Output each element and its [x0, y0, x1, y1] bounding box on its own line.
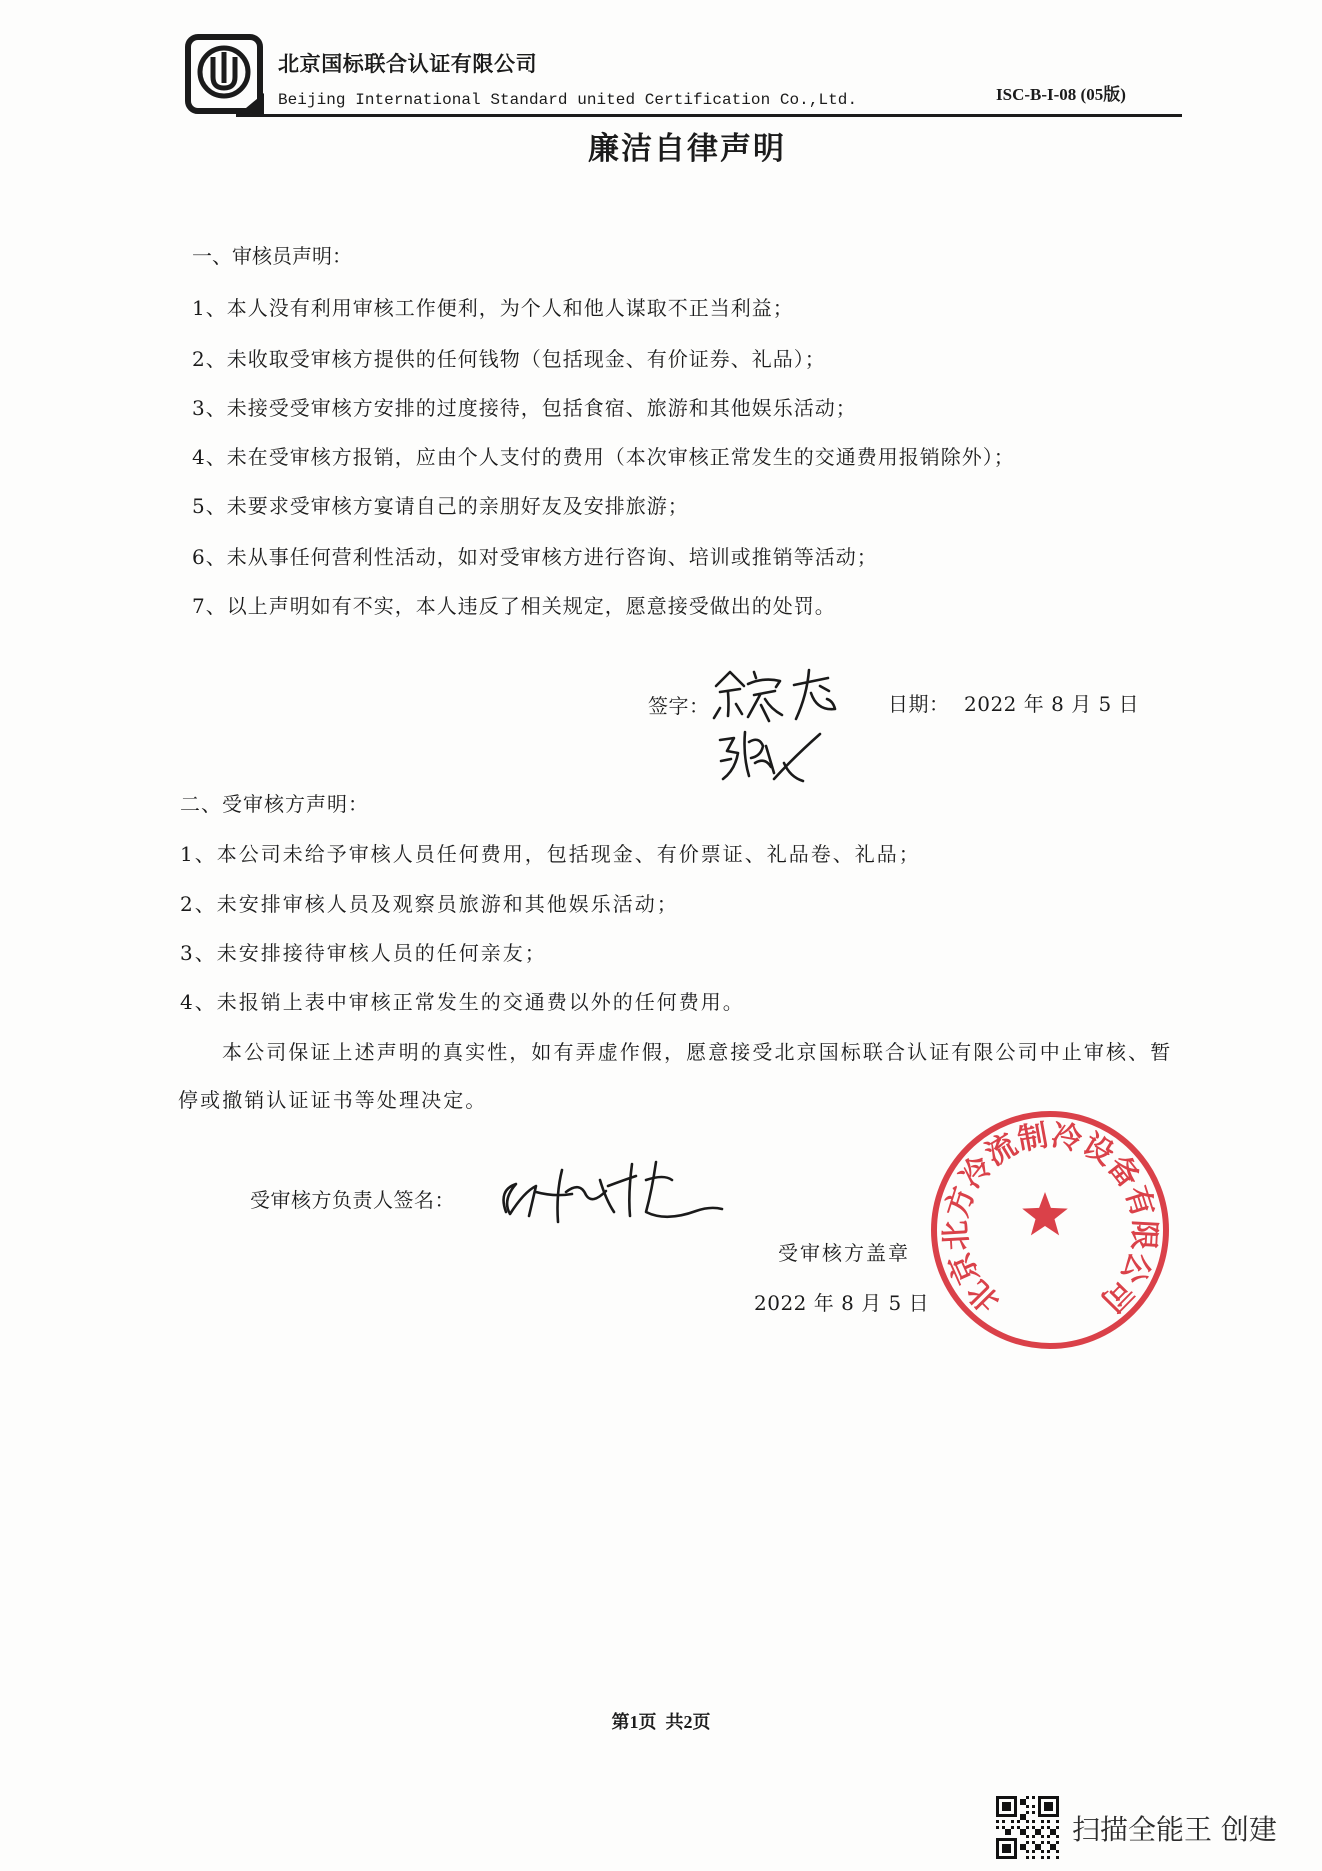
qr-module: [1035, 1847, 1038, 1850]
qr-module: [1044, 1796, 1047, 1799]
qr-module: [1056, 1835, 1059, 1838]
document-code: ISC-B-I-08 (05版): [996, 85, 1126, 104]
qr-module: [1053, 1844, 1056, 1847]
qr-module: [1047, 1835, 1050, 1838]
qr-module: [1026, 1805, 1029, 1808]
qr-module: [1002, 1802, 1005, 1805]
company-name-cn: 北京国标联合认证有限公司: [278, 52, 538, 76]
qr-module: [1011, 1796, 1014, 1799]
document-title: 廉洁自律声明: [588, 131, 786, 167]
company-seal: [925, 1105, 1175, 1355]
qr-module: [1050, 1805, 1053, 1808]
qr-module: [1020, 1847, 1023, 1850]
qr-module: [996, 1853, 999, 1856]
qr-module: [1047, 1856, 1050, 1859]
qr-module: [996, 1844, 999, 1847]
qr-module: [1056, 1826, 1059, 1829]
qr-module: [996, 1796, 999, 1799]
qr-module: [1053, 1796, 1056, 1799]
qr-module: [1005, 1829, 1008, 1832]
scanner-watermark: 扫描全能王 创建: [1072, 1813, 1277, 1846]
auditor-item: 7、以上声明如有不实，本人违反了相关规定，愿意接受做出的处罚。: [192, 594, 836, 618]
qr-module: [1005, 1796, 1008, 1799]
qr-module: [1047, 1802, 1050, 1805]
qr-module: [1044, 1808, 1047, 1811]
qr-module: [1041, 1826, 1044, 1829]
qr-module: [1008, 1847, 1011, 1850]
guarantee-paragraph-line: 停或撤销认证证书等处理决定。: [178, 1088, 488, 1112]
qr-module: [1056, 1799, 1059, 1802]
qr-module: [1041, 1841, 1044, 1844]
qr-module: [1032, 1835, 1035, 1838]
qr-module: [1047, 1820, 1050, 1823]
qr-module: [1002, 1838, 1005, 1841]
qr-module: [1014, 1844, 1017, 1847]
header-divider: [236, 114, 1182, 117]
signature-stroke: [745, 732, 775, 776]
qr-module: [1056, 1820, 1059, 1823]
qr-module: [1050, 1814, 1053, 1817]
signature-stroke: [720, 738, 738, 779]
qr-module: [999, 1796, 1002, 1799]
qr-module: [1050, 1832, 1053, 1835]
qr-module: [1056, 1811, 1059, 1814]
qr-module: [1038, 1796, 1041, 1799]
auditee-item: 4、未报销上表中审核正常发生的交通费以外的任何费用。: [180, 990, 745, 1014]
auditor-item: 1、本人没有利用审核工作便利，为个人和他人谋取不正当利益；: [192, 296, 794, 320]
qr-module: [1023, 1844, 1026, 1847]
qr-module: [1038, 1811, 1041, 1814]
qr-module: [996, 1814, 999, 1817]
qr-module: [1005, 1808, 1008, 1811]
qr-module: [1005, 1832, 1008, 1835]
qr-module: [1032, 1856, 1035, 1859]
qr-module: [1014, 1796, 1017, 1799]
qr-module: [996, 1847, 999, 1850]
qr-module: [996, 1856, 999, 1859]
qr-module: [1014, 1850, 1017, 1853]
qr-module: [1005, 1850, 1008, 1853]
qr-module: [1056, 1856, 1059, 1859]
auditor-signature-second: [714, 726, 830, 790]
qr-module: [1056, 1796, 1059, 1799]
qr-module: [1020, 1844, 1023, 1847]
qr-module: [1044, 1802, 1047, 1805]
qr-module: [1005, 1802, 1008, 1805]
qr-module: [1032, 1811, 1035, 1814]
qr-module: [1002, 1844, 1005, 1847]
qr-module: [1008, 1829, 1011, 1832]
qr-module: [1038, 1802, 1041, 1805]
qr-module: [1023, 1847, 1026, 1850]
auditor-item: 6、未从事任何营利性活动，如对受审核方进行咨询、培训或推销等活动；: [192, 545, 878, 569]
qr-module: [1002, 1808, 1005, 1811]
guarantee-paragraph-line: 本公司保证上述声明的真实性，如有弄虚作假，愿意接受北京国标联合认证有限公司中止审核、暂: [222, 1040, 1173, 1064]
qr-module: [1047, 1805, 1050, 1808]
qr-module: [1044, 1814, 1047, 1817]
qr-module: [996, 1841, 999, 1844]
qr-module: [1005, 1805, 1008, 1808]
qr-module: [1005, 1856, 1008, 1859]
qr-module: [1011, 1814, 1014, 1817]
qr-module: [1032, 1796, 1035, 1799]
signature-stroke: [646, 1162, 722, 1217]
qr-module: [996, 1808, 999, 1811]
qr-module: [1008, 1796, 1011, 1799]
qr-module: [1008, 1856, 1011, 1859]
qr-module: [996, 1826, 999, 1829]
qr-code-icon: [996, 1796, 1059, 1859]
auditor-signature: [708, 664, 840, 728]
qr-module: [1011, 1826, 1014, 1829]
qr-module: [1050, 1844, 1053, 1847]
qr-module: [1056, 1808, 1059, 1811]
qr-module: [1002, 1847, 1005, 1850]
qr-module: [1014, 1838, 1017, 1841]
qr-module: [1047, 1796, 1050, 1799]
qr-module: [1026, 1820, 1029, 1823]
seal-text-path: 北京北方冷流制冷设备有限公司: [938, 1118, 1162, 1319]
qr-module: [1041, 1814, 1044, 1817]
qr-module: [1002, 1805, 1005, 1808]
qr-module: [996, 1805, 999, 1808]
qr-module: [1002, 1820, 1005, 1823]
qr-module: [996, 1838, 999, 1841]
qr-module: [1020, 1799, 1023, 1802]
qr-module: [1008, 1808, 1011, 1811]
qr-module: [1026, 1811, 1029, 1814]
qr-module: [1035, 1832, 1038, 1835]
qr-module: [1023, 1817, 1026, 1820]
qr-module: [1035, 1829, 1038, 1832]
auditor-date-label: 日期：: [888, 692, 950, 716]
qr-module: [1047, 1850, 1050, 1853]
qr-module: [1020, 1832, 1023, 1835]
qr-module: [1011, 1838, 1014, 1841]
signature-stroke: [536, 1170, 606, 1222]
qr-module: [1026, 1856, 1029, 1859]
qr-module: [1002, 1856, 1005, 1859]
qr-module: [1026, 1826, 1029, 1829]
qr-module: [1047, 1814, 1050, 1817]
qr-module: [1005, 1814, 1008, 1817]
qr-module: [1053, 1829, 1056, 1832]
qr-module: [1038, 1844, 1041, 1847]
qr-module: [996, 1811, 999, 1814]
qr-module: [1038, 1805, 1041, 1808]
qr-module: [1020, 1814, 1023, 1817]
qr-module: [1005, 1847, 1008, 1850]
qr-module: [1002, 1814, 1005, 1817]
qr-module: [1026, 1835, 1029, 1838]
qr-module: [1005, 1838, 1008, 1841]
qr-module: [1020, 1829, 1023, 1832]
qr-module: [1041, 1850, 1044, 1853]
qr-module: [1008, 1838, 1011, 1841]
qr-module: [1011, 1820, 1014, 1823]
qr-module: [1014, 1805, 1017, 1808]
qr-module: [1020, 1817, 1023, 1820]
qr-module: [1023, 1814, 1026, 1817]
qr-module: [1038, 1832, 1041, 1835]
auditee-signature: [494, 1150, 726, 1234]
qr-module: [1047, 1826, 1050, 1829]
auditee-section-heading: 二、受审核方声明：: [180, 792, 369, 816]
qr-module: [1026, 1850, 1029, 1853]
qr-module: [1020, 1802, 1023, 1805]
qr-module: [1038, 1829, 1041, 1832]
qr-module: [1038, 1799, 1041, 1802]
qr-module: [1008, 1802, 1011, 1805]
qr-module: [1014, 1856, 1017, 1859]
qr-module: [1002, 1826, 1005, 1829]
auditee-item: 3、未安排接待审核人员的任何亲友；: [180, 941, 547, 965]
company-name-en: Beijing International Standard united Certification Co.,Ltd.: [278, 91, 858, 109]
qr-module: [1056, 1850, 1059, 1853]
qr-module: [996, 1802, 999, 1805]
qr-module: [1017, 1826, 1020, 1829]
qr-module: [1008, 1832, 1011, 1835]
qr-module: [1014, 1841, 1017, 1844]
qr-module: [1026, 1796, 1029, 1799]
qr-module: [1038, 1814, 1041, 1817]
qr-module: [1047, 1841, 1050, 1844]
qr-module: [1014, 1847, 1017, 1850]
qr-module: [1053, 1814, 1056, 1817]
qr-module: [1014, 1853, 1017, 1856]
qr-module: [1035, 1844, 1038, 1847]
qr-module: [1014, 1799, 1017, 1802]
qr-module: [1011, 1856, 1014, 1859]
qr-module: [1008, 1844, 1011, 1847]
qr-module: [1023, 1799, 1026, 1802]
qr-module: [1023, 1832, 1026, 1835]
star-icon: [1022, 1192, 1068, 1235]
qr-module: [1050, 1847, 1053, 1850]
qr-module: [1005, 1844, 1008, 1847]
qr-module: [1017, 1820, 1020, 1823]
qr-module: [1023, 1802, 1026, 1805]
qr-module: [996, 1799, 999, 1802]
qr-module: [1008, 1814, 1011, 1817]
signature-stroke: [714, 672, 744, 718]
qr-module: [1053, 1832, 1056, 1835]
qr-module: [1056, 1841, 1059, 1844]
qr-module: [1038, 1847, 1041, 1850]
qr-module: [1032, 1820, 1035, 1823]
qr-module: [1014, 1808, 1017, 1811]
qr-module: [1014, 1802, 1017, 1805]
qr-module: [1014, 1814, 1017, 1817]
company-logo-icon: [184, 33, 266, 117]
qr-module: [999, 1856, 1002, 1859]
qr-module: [1044, 1805, 1047, 1808]
qr-module: [1050, 1802, 1053, 1805]
auditee-date-value: 2022 年 8 月 5 日: [754, 1291, 930, 1315]
qr-module: [1047, 1808, 1050, 1811]
qr-module: [996, 1850, 999, 1853]
qr-module: [999, 1838, 1002, 1841]
signature-stroke: [748, 672, 782, 721]
qr-module: [1056, 1805, 1059, 1808]
auditor-date-value: 2022 年 8 月 5 日: [964, 692, 1140, 716]
qr-module: [1032, 1841, 1035, 1844]
qr-module: [1056, 1814, 1059, 1817]
signature-stroke: [774, 734, 820, 781]
auditee-item: 2、未安排审核人员及观察员旅游和其他娱乐活动；: [180, 892, 679, 916]
auditor-item: 2、未收取受审核方提供的任何钱物（包括现金、有价证券、礼品）；: [192, 347, 826, 371]
qr-module: [999, 1814, 1002, 1817]
qr-module: [1008, 1850, 1011, 1853]
auditee-item: 1、本公司未给予审核人员任何费用，包括现金、有价票证、礼品卷、礼品；: [180, 842, 921, 866]
qr-module: [1023, 1829, 1026, 1832]
qr-module: [1002, 1796, 1005, 1799]
auditor-section-heading: 一、审核员声明：: [192, 244, 352, 268]
qr-module: [1041, 1820, 1044, 1823]
qr-module: [1041, 1835, 1044, 1838]
qr-module: [996, 1820, 999, 1823]
qr-module: [1026, 1841, 1029, 1844]
qr-module: [1050, 1808, 1053, 1811]
qr-module: [1032, 1850, 1035, 1853]
qr-module: [1053, 1847, 1056, 1850]
qr-module: [1041, 1796, 1044, 1799]
qr-module: [1014, 1811, 1017, 1814]
qr-module: [1038, 1808, 1041, 1811]
qr-module: [1041, 1856, 1044, 1859]
auditor-item: 3、未接受受审核方安排的过度接待，包括食宿、旅游和其他娱乐活动；: [192, 396, 857, 420]
qr-module: [1008, 1805, 1011, 1808]
qr-module: [1056, 1802, 1059, 1805]
auditee-signature-label: 受审核方负责人签名：: [250, 1188, 455, 1212]
qr-module: [1050, 1796, 1053, 1799]
signature-stroke: [504, 1184, 536, 1216]
qr-module: [1032, 1826, 1035, 1829]
qr-module: [1050, 1829, 1053, 1832]
auditee-seal-label: 受审核方盖章: [778, 1241, 910, 1265]
auditor-item: 5、未要求受审核方宴请自己的亲朋好友及安排旅游；: [192, 494, 689, 518]
auditor-item: 4、未在受审核方报销，应由个人支付的费用（本次审核正常发生的交通费用报销除外）；: [192, 445, 1015, 469]
logo-tail: [240, 93, 264, 115]
qr-module: [1002, 1850, 1005, 1853]
auditor-signature-label: 签字：: [648, 694, 710, 718]
page-number: 第1页 共2页: [611, 1712, 711, 1732]
signature-stroke: [794, 670, 835, 719]
qr-module: [1032, 1805, 1035, 1808]
